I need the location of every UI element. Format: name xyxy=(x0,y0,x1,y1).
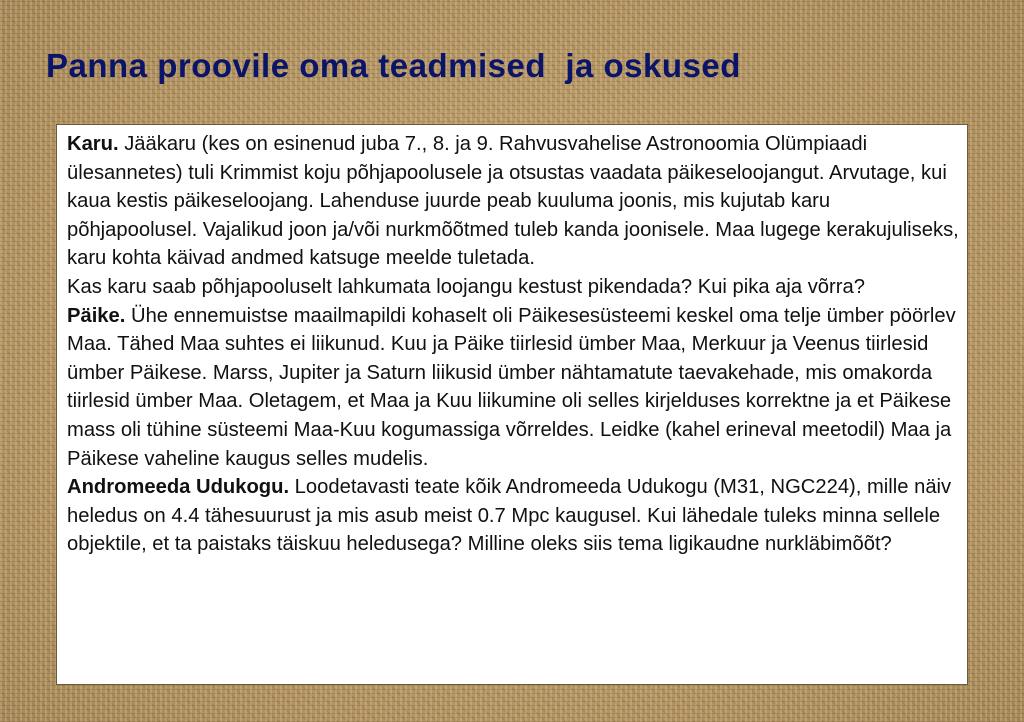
slide-title: Panna proovile oma teadmised ja oskused xyxy=(46,47,741,84)
problems-text xyxy=(67,130,959,559)
problem-paike xyxy=(67,302,959,474)
problem-andromeeda-label: Andromeeda Udukogu. xyxy=(67,476,290,499)
problem-andromeeda xyxy=(67,473,959,559)
problem-karu-text: Jääkaru (kes on esinenud juba 7., 8. ja 9. Rahvusvahelise Astronoomia Olümpiaadi ülesannetes) tuli Krimmist koju põhjapoolusele ja otsustas vaadata päikeseloojangut. Arvutage, kui kaua kestis päikeseloojang. Lahenduse juurde peab kuuluma joonis, mis kujutab karu põhjapoolusel. Vajalikud joon ja/või nurkmõõtmed tuleb kanda joonisele. Maa lugege kerakujuliseks, karu kohta käivad andmed katsuge meelde tuletada. xyxy=(67,133,959,270)
problem-andromeeda-text: Loodetavasti teate kõik Andromeeda Udukogu (M31, NGC224), mille näiv heledus on 4.4 tähesuurust ja mis asub meist 0.7 Mpc kaugusel. Kui lähedale tuleks minna sellele objektile, et ta paistaks täiskuu heledusega? Milline oleks siis tema ligikaudne nurkläbimõõt? xyxy=(67,476,952,556)
problem-karu-label: Karu. xyxy=(67,133,119,155)
problems-box xyxy=(56,124,968,685)
problem-paike-text: Ühe ennemuistse maailmapildi kohaselt oli Päikesesüsteemi keskel oma telje ümber pöörlev Maa. Tähed Maa suhtes ei liikunud. Kuu ja Päike tiirlesid ümber Maa, Merkuur ja Veenus tiirlesid ümber Päikese. Marss, Jupiter ja Saturn liikusid ümber nähtamatute taevakehade, mis omakorda tiirlesid ümber Maa. Oletagem, et Maa ja Kuu liikumine oli selles kirjelduses korrektne ja et Päikese mass oli tühine süsteemi Maa-Kuu kogumassiga võrreldes. Leidke (kahel erineval meetodil) Maa ja Päikese vaheline kaugus selles mudelis. xyxy=(67,304,956,470)
problem-paike-label: Päike. xyxy=(67,304,126,327)
problem-karu-followup: Kas karu saab põhjapooluselt lahkumata loojangu kestust pikendada? Kui pika aja võrra? xyxy=(67,275,865,298)
problem-karu xyxy=(67,130,959,273)
